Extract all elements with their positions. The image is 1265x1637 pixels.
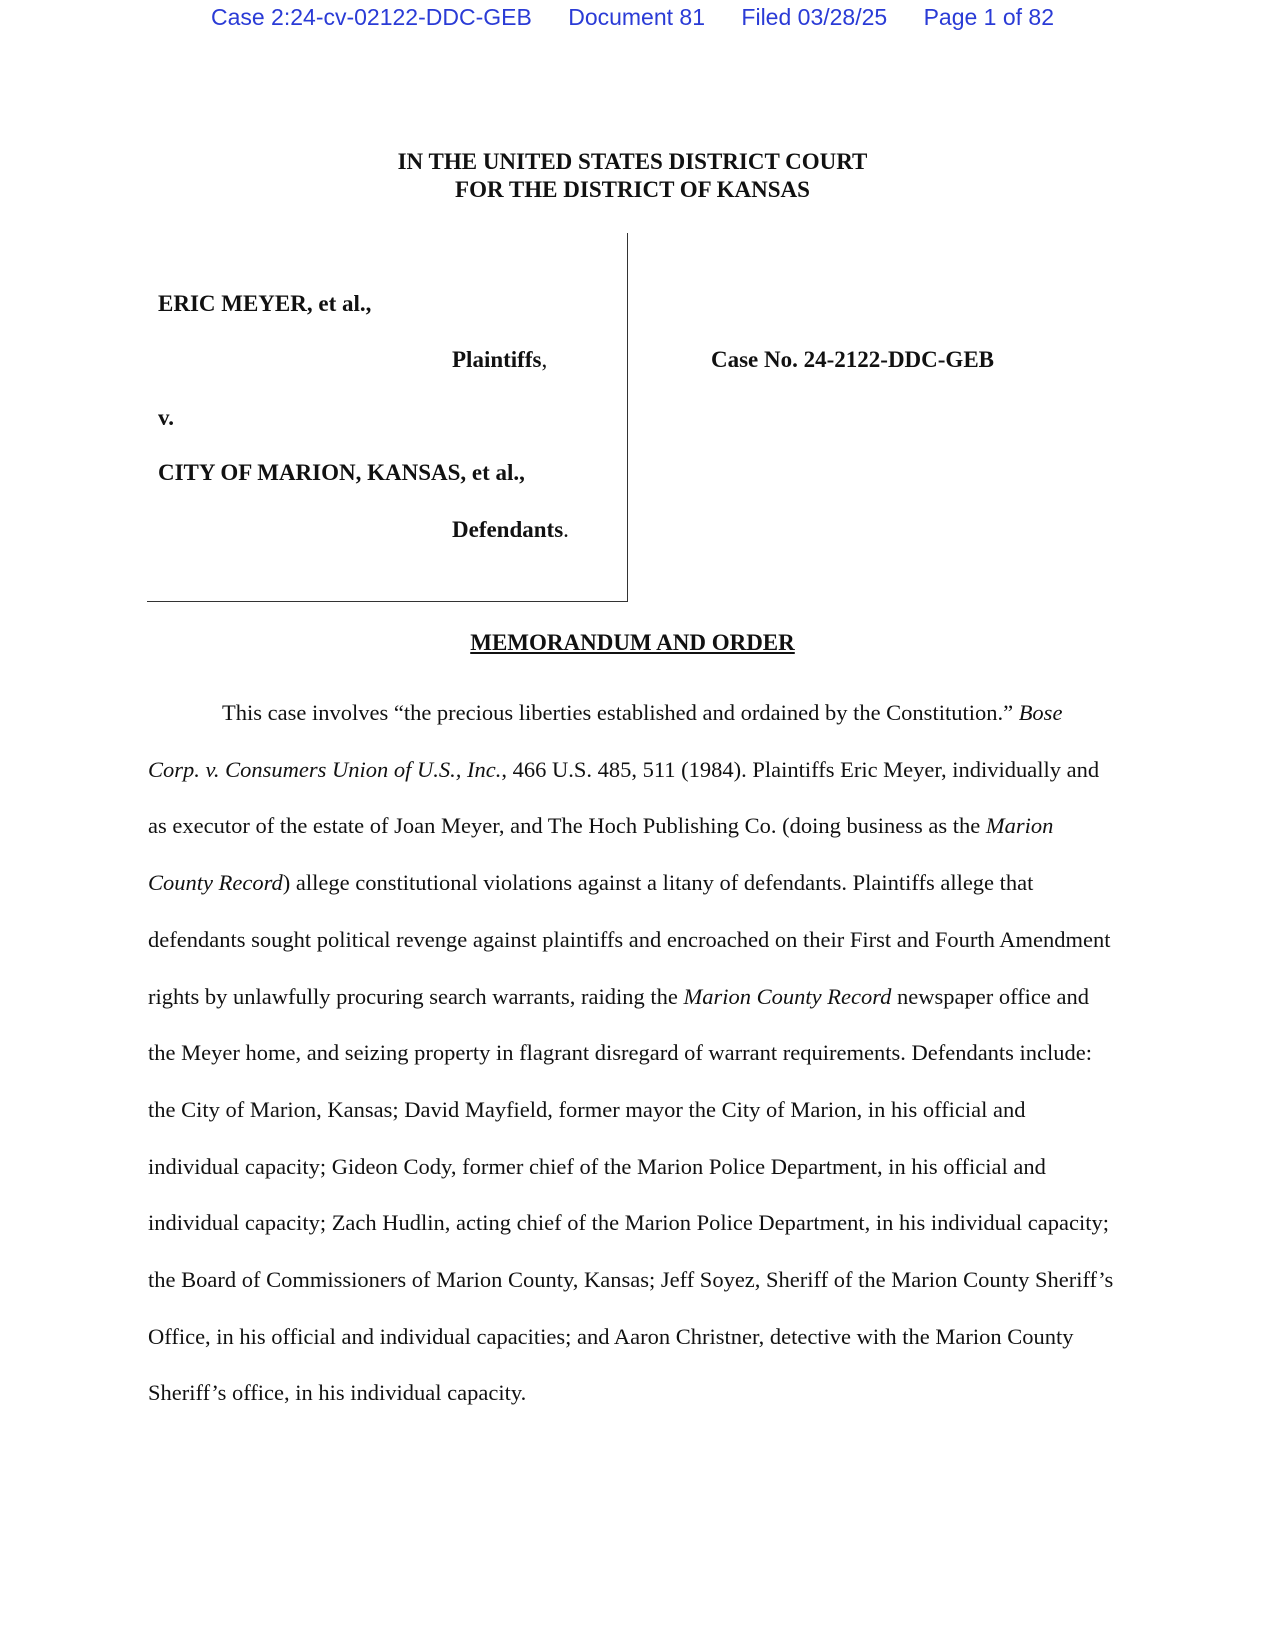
case-number: Case No. 24-2122-DDC-GEB <box>711 347 995 372</box>
body-sentence-1: This case involves “the precious liberties established and ordained by the Constitution.” <box>222 700 1019 725</box>
defendants-label <box>452 516 569 544</box>
ecf-page-number: Page 1 of 82 <box>923 4 1055 30</box>
plaintiffs-role: Plaintiffs <box>452 347 542 372</box>
ecf-case-number: Case 2:24-cv-02122-DDC-GEB <box>210 4 532 30</box>
body-sentence-3: ) allege constitutional violations against a litany of defendants. Plaintiffs allege that defendants sought political revenge against plaintiffs and encroached on their First and Fourth Amendment rights by unlawfully procuring search warrants, raiding the <box>148 870 1111 1009</box>
body-sentence-2: , 466 U.S. 485, 511 (1984). Plaintiffs Eric Meyer, individually and as executor of the estate of Joan Meyer, and The Hoch Publishing Co. (doing business as the <box>148 756 1100 839</box>
defendants-punct: . <box>563 517 569 542</box>
newspaper-name: Marion County Record <box>683 983 892 1009</box>
caption-horizontal-rule <box>147 601 628 602</box>
caption-vertical-rule <box>627 233 628 602</box>
body-sentence-4: newspaper office and the Meyer home, and seizing property in flagrant disregard of warrant requirements. Defendants include: the City of Marion, Kansas; David Mayfield, former mayor the City of Marion, in his official and individual capacity; Gideon Cody, former chief of the Marion Police Department, in his official and individual capacity; Zach Hudlin, acting chief of the Marion Police Department, in his individual capacity; the Board of Commissioners of Marion County, Kansas; Jeff Soyez, Sheriff of the Marion County Sheriff’s Office, in his official and individual capacities; and Aaron Christner, detective with the Marion County Sheriff’s office, in his individual capacity. <box>148 983 1114 1406</box>
newspaper-name: Marion County Record <box>148 813 1054 896</box>
versus-label: v. <box>158 405 174 430</box>
body-paragraph <box>148 685 1116 1422</box>
court-heading <box>0 148 1265 204</box>
ecf-document-number: Document 81 <box>568 4 706 30</box>
defendant-name: CITY OF MARION, KANSAS, et al., <box>158 460 525 485</box>
plaintiff-name: ERIC MEYER, et al., <box>158 291 372 316</box>
ecf-header <box>0 4 1265 31</box>
document-title: MEMORANDUM AND ORDER <box>470 630 795 655</box>
defendants-role: Defendants <box>452 517 564 542</box>
ecf-filed-date: Filed 03/28/25 <box>741 4 888 30</box>
court-district: FOR THE DISTRICT OF KANSAS <box>455 177 810 202</box>
plaintiffs-label <box>452 346 547 374</box>
court-name: IN THE UNITED STATES DISTRICT COURT <box>397 149 868 174</box>
plaintiffs-punct: , <box>541 347 548 372</box>
case-citation: Bose Corp. v. Consumers Union of U.S., Inc. <box>148 700 1063 782</box>
